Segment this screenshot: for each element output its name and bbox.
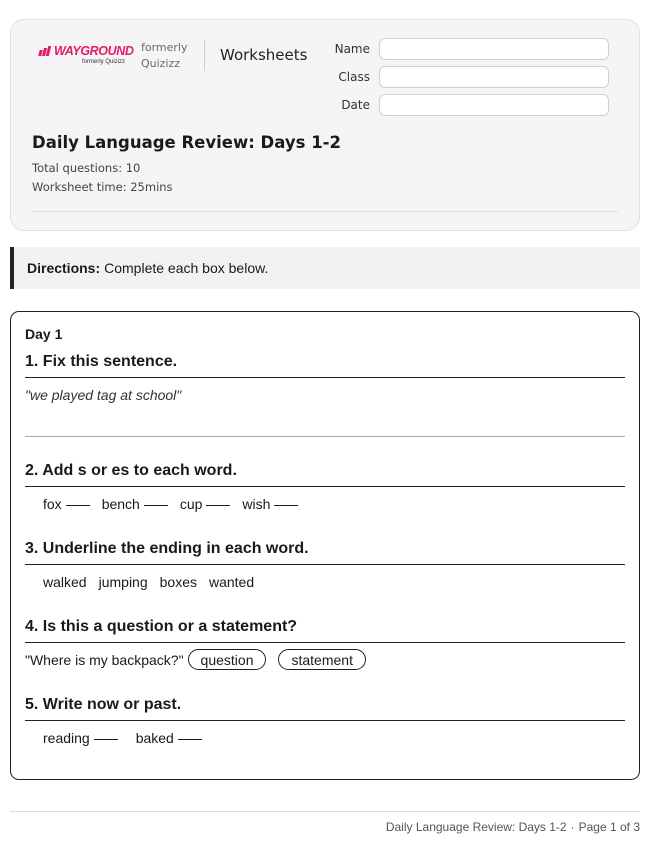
day-label: Day 1 [25,326,63,342]
total-questions: Total questions: 10 [32,161,141,175]
question-title: 2. Add s or es to each word. [25,462,237,479]
word-row [43,574,254,590]
word[interactable]: wanted [208,574,255,590]
question-title: 1. Fix this sentence. [25,353,178,370]
word: bench [101,496,140,512]
blank[interactable] [94,739,118,740]
word-with-blank[interactable] [180,496,231,512]
blank[interactable] [144,505,168,506]
word-with-blank[interactable] [43,730,118,746]
worksheet-title: Daily Language Review: Days 1-2 [32,133,342,152]
logo-bars-icon [39,46,50,56]
question-title: 3. Underline the ending in each word. [25,540,309,557]
date-label: Date [341,98,370,112]
word[interactable]: jumping [98,574,148,590]
word-blank-row [43,730,202,746]
question-title: 5. Write now or past. [25,696,182,713]
page-footer [386,820,640,834]
choice-statement[interactable]: statement [278,649,365,670]
class-input[interactable] [379,66,609,88]
footer-doc-title: Daily Language Review: Days 1-2 [385,820,567,834]
class-field-row [311,66,609,88]
word: fox [43,496,62,512]
question-rule [25,564,625,565]
word-with-blank[interactable] [102,496,168,512]
footer-page-number: Page 1 of 3 [578,820,640,834]
footer-separator: · [570,820,575,834]
blank[interactable] [274,505,298,506]
word: reading [43,730,90,746]
blank[interactable] [66,505,90,506]
word: baked [135,730,174,746]
word: wish [242,496,271,512]
header-divider [204,40,205,71]
choice-question[interactable]: question [188,649,267,670]
name-input[interactable] [379,38,609,60]
directions-banner [10,247,640,289]
formerly-brand: Quizizz [141,57,181,70]
day-box [10,311,640,780]
formerly-line: formerly [141,41,188,54]
question-rule [25,642,625,643]
directions-text: Complete each box below. [104,260,269,276]
date-field-row [311,94,609,116]
word[interactable]: walked [43,574,87,590]
worksheet-header [10,19,640,231]
word-blank-row [43,496,298,512]
word-with-blank[interactable] [43,496,90,512]
word-with-blank[interactable] [136,730,202,746]
blank[interactable] [206,505,230,506]
logo-subtext: formerly Quizizz [81,59,125,65]
answer-line[interactable] [25,436,625,437]
word-with-blank[interactable] [242,496,298,512]
word: cup [179,496,203,512]
question-rule [25,377,625,378]
question-title: 4. Is this a question or a statement? [25,618,298,635]
word[interactable]: boxes [159,574,197,590]
name-label: Name [334,42,370,56]
date-input[interactable] [379,94,609,116]
logo-text: WAYGROUND [54,44,134,58]
header-rule [32,211,618,212]
question-rule [25,486,625,487]
question-rule [25,720,625,721]
choice-prompt: "Where is my backpack?" [25,651,184,668]
blank[interactable] [178,739,202,740]
class-label: Class [338,70,370,84]
footer-rule [10,811,640,812]
sentence-to-fix: "we played tag at school" [25,387,182,403]
choice-row [25,649,378,670]
wayground-logo [39,44,134,65]
worksheet-time: Worksheet time: 25mins [32,180,173,194]
formerly-note [141,40,188,72]
directions-label: Directions: [27,260,101,276]
section-title: Worksheets [220,46,308,64]
name-field-row [311,38,609,60]
